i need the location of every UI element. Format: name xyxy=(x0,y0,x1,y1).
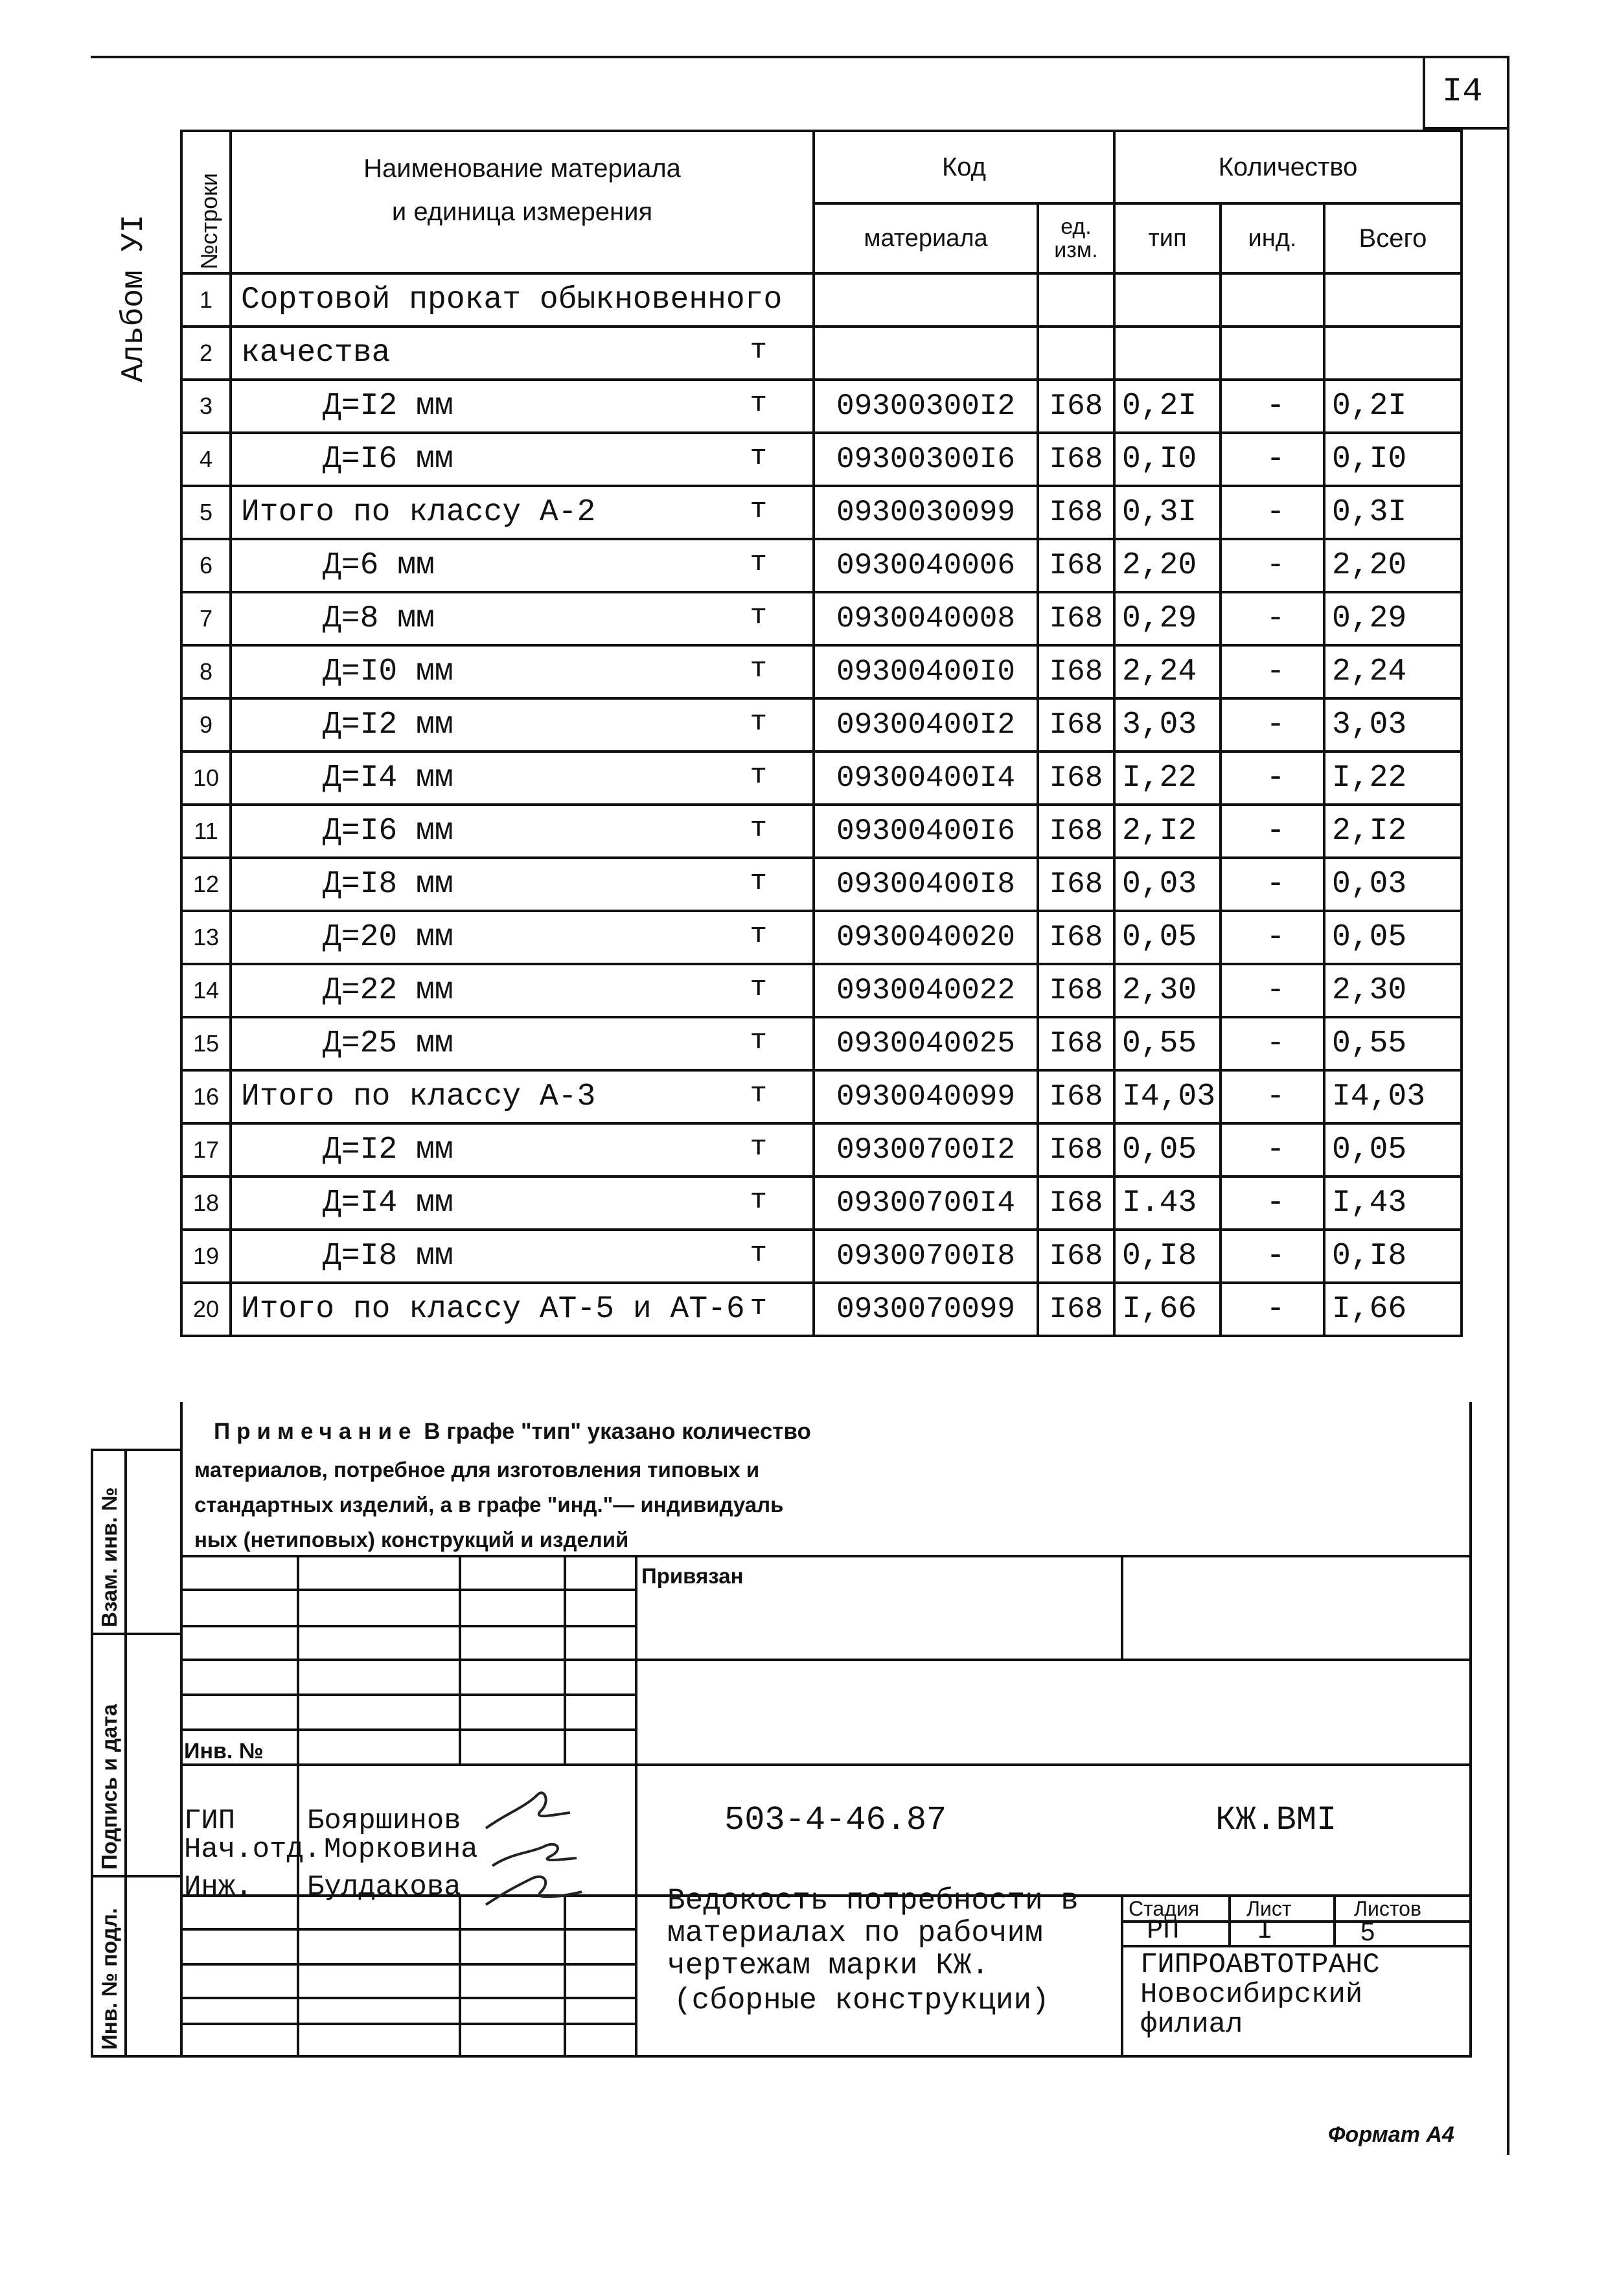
stamp-v-2a xyxy=(459,1555,461,1765)
row-material-code: 09300400I2 xyxy=(814,698,1038,752)
row-name-cell xyxy=(231,592,814,645)
stamp-nach-role: Нач.отд. xyxy=(184,1833,321,1866)
row-unit: т xyxy=(750,600,767,632)
row-qty-ind: - xyxy=(1221,433,1324,486)
row-unit-code: I68 xyxy=(1038,486,1114,539)
row-unit-code: I68 xyxy=(1038,752,1114,805)
row-unit: т xyxy=(750,972,767,1004)
row-unit-code: I68 xyxy=(1038,1123,1114,1177)
row-qty-total: 2,30 xyxy=(1324,964,1462,1017)
table-row xyxy=(181,1017,1462,1070)
header-name-cell xyxy=(231,131,814,273)
table-row xyxy=(181,805,1462,858)
table-row xyxy=(181,1123,1462,1177)
header-name-line2: и единица измерения xyxy=(391,198,653,226)
row-qty-type: 2,20 xyxy=(1114,539,1221,592)
row-material-code xyxy=(814,327,1038,380)
row-material-code: 09300700I4 xyxy=(814,1177,1038,1230)
stamp-h-7 xyxy=(180,1763,1472,1766)
side-strip-top xyxy=(91,1449,183,1451)
row-unit-code: I68 xyxy=(1038,1177,1114,1230)
row-unit: т xyxy=(750,1131,767,1164)
row-qty-type: 0,29 xyxy=(1114,592,1221,645)
stamp-v-3b xyxy=(564,1894,566,2056)
row-unit: т xyxy=(750,1078,767,1110)
row-qty-total: 2,I2 xyxy=(1324,805,1462,858)
row-qty-type: 2,30 xyxy=(1114,964,1221,1017)
header-row-no-cell xyxy=(181,131,231,273)
row-number: 13 xyxy=(181,911,231,964)
row-unit-code: I68 xyxy=(1038,805,1114,858)
header-code: Код xyxy=(814,131,1114,203)
row-number: 18 xyxy=(181,1177,231,1230)
header-qty: Количество xyxy=(1114,131,1462,203)
row-name: Д=I6 мм xyxy=(323,814,453,849)
row-material-code: 09300700I2 xyxy=(814,1123,1038,1177)
row-name: Д=I8 мм xyxy=(323,1239,453,1274)
row-material-code: 0930040022 xyxy=(814,964,1038,1017)
row-qty-type: 0,05 xyxy=(1114,1123,1221,1177)
stamp-nach-name: Морковина xyxy=(324,1833,478,1866)
table-row xyxy=(181,858,1462,911)
row-qty-total: 0,03 xyxy=(1324,858,1462,911)
row-unit: т xyxy=(750,812,767,845)
row-qty-type: 0,3I xyxy=(1114,486,1221,539)
row-qty-ind: - xyxy=(1221,964,1324,1017)
row-name-cell xyxy=(231,752,814,805)
row-number: 19 xyxy=(181,1230,231,1283)
stamp-h-9 xyxy=(180,1928,636,1931)
stamp-inv-no: Инв. № xyxy=(184,1739,264,1763)
header-code-unit: ед. изм. xyxy=(1038,203,1114,273)
row-name-cell xyxy=(231,1283,814,1336)
page-number: I4 xyxy=(1442,73,1483,111)
row-qty-ind: - xyxy=(1221,539,1324,592)
row-name-cell xyxy=(231,1177,814,1230)
row-unit-code: I68 xyxy=(1038,645,1114,698)
row-qty-total: 0,2I xyxy=(1324,380,1462,433)
table-row xyxy=(181,1177,1462,1230)
row-material-code: 0930040008 xyxy=(814,592,1038,645)
stamp-org-line2: Новосибирский xyxy=(1140,1979,1363,2011)
row-unit-code: I68 xyxy=(1038,858,1114,911)
row-name: Итого по классу А-2 xyxy=(241,495,596,530)
row-qty-total: 3,03 xyxy=(1324,698,1462,752)
stamp-v-7 xyxy=(1228,1894,1231,1946)
row-name: Д=20 мм xyxy=(323,920,453,955)
row-material-code: 09300400I4 xyxy=(814,752,1038,805)
row-name: Итого по классу АТ-5 и АТ-6 xyxy=(241,1292,745,1327)
row-qty-type: 2,24 xyxy=(1114,645,1221,698)
note-line3: стандартных изделий, а в графе "инд."— индивидуаль xyxy=(194,1493,784,1517)
row-name-cell xyxy=(231,858,814,911)
table-row xyxy=(181,380,1462,433)
stamp-inzh-role: Инж. xyxy=(184,1871,253,1903)
row-material-code: 0930040099 xyxy=(814,1070,1038,1123)
page-number-box-left xyxy=(1423,56,1425,127)
row-qty-ind: - xyxy=(1221,858,1324,911)
row-unit: т xyxy=(750,494,767,526)
row-name: Д=I6 мм xyxy=(323,442,453,477)
row-name-cell xyxy=(231,486,814,539)
stamp-h-5 xyxy=(180,1693,636,1696)
row-number: 4 xyxy=(181,433,231,486)
table-row xyxy=(181,752,1462,805)
row-name: Д=25 мм xyxy=(323,1026,453,1061)
row-unit: т xyxy=(750,866,767,898)
row-number: 8 xyxy=(181,645,231,698)
stamp-h-1 xyxy=(180,1555,1472,1557)
stamp-stage-label: Стадия xyxy=(1129,1897,1200,1920)
stamp-doc-number: 503-4-46.87 xyxy=(724,1801,947,1839)
row-number: 7 xyxy=(181,592,231,645)
stamp-v-1a xyxy=(297,1555,299,1765)
row-name: Д=I4 мм xyxy=(323,1186,453,1221)
row-qty-total: I,66 xyxy=(1324,1283,1462,1336)
row-name: Сортовой прокат обыкновенного xyxy=(241,282,783,317)
row-qty-type: I,66 xyxy=(1114,1283,1221,1336)
side-strip-divider-1 xyxy=(91,1633,183,1635)
row-material-code: 09300400I6 xyxy=(814,805,1038,858)
side-label-podpis: Подпись и дата xyxy=(97,1704,121,1870)
row-name-cell xyxy=(231,273,814,327)
row-unit-code: I68 xyxy=(1038,698,1114,752)
row-material-code: 0930070099 xyxy=(814,1283,1038,1336)
row-name-cell xyxy=(231,911,814,964)
row-name-cell xyxy=(231,433,814,486)
stamp-sheet-label: Лист xyxy=(1246,1897,1292,1920)
stamp-org-line1: ГИПРОАВТОТРАНС xyxy=(1140,1949,1380,1981)
row-unit-code: I68 xyxy=(1038,592,1114,645)
row-qty-total: 2,20 xyxy=(1324,539,1462,592)
row-qty-ind: - xyxy=(1221,911,1324,964)
row-number: 12 xyxy=(181,858,231,911)
row-name-cell xyxy=(231,964,814,1017)
row-number: 16 xyxy=(181,1070,231,1123)
row-qty-ind: - xyxy=(1221,698,1324,752)
row-name: Д=22 мм xyxy=(323,973,453,1008)
table-row xyxy=(181,433,1462,486)
row-qty-total: 0,29 xyxy=(1324,592,1462,645)
header-qty-ind: инд. xyxy=(1221,203,1324,273)
row-name-cell xyxy=(231,1230,814,1283)
table-row xyxy=(181,592,1462,645)
row-qty-type: I.43 xyxy=(1114,1177,1221,1230)
row-name: Д=I8 мм xyxy=(323,867,453,902)
row-unit: т xyxy=(750,547,767,579)
row-number: 14 xyxy=(181,964,231,1017)
row-unit: т xyxy=(750,653,767,685)
stamp-h-10 xyxy=(180,1963,636,1966)
row-unit-code: I68 xyxy=(1038,380,1114,433)
stamp-h-3 xyxy=(180,1625,636,1627)
row-qty-ind: - xyxy=(1221,1123,1324,1177)
row-name-cell xyxy=(231,698,814,752)
row-number: 3 xyxy=(181,380,231,433)
side-label-vzam: Взам. инв. № xyxy=(97,1487,121,1627)
row-unit-code: I68 xyxy=(1038,1070,1114,1123)
row-qty-type: 0,I8 xyxy=(1114,1230,1221,1283)
row-unit-code: I68 xyxy=(1038,1017,1114,1070)
row-number: 17 xyxy=(181,1123,231,1177)
row-unit: т xyxy=(750,334,767,367)
row-qty-type: 3,03 xyxy=(1114,698,1221,752)
note-title: Примечание xyxy=(214,1419,418,1444)
row-name-cell xyxy=(231,1070,814,1123)
row-name: Д=6 мм xyxy=(323,548,435,583)
row-unit-code: I68 xyxy=(1038,539,1114,592)
row-material-code: 0930040006 xyxy=(814,539,1038,592)
stamp-sheets-label: Листов xyxy=(1354,1897,1421,1920)
row-name-cell xyxy=(231,327,814,380)
stamp-right-line xyxy=(1469,1402,1472,2056)
stamp-v-5 xyxy=(1121,1555,1123,1660)
note-line1 xyxy=(214,1419,811,1445)
row-qty-total xyxy=(1324,273,1462,327)
stamp-sheets-value: 5 xyxy=(1360,1918,1375,1946)
table-row xyxy=(181,1230,1462,1283)
row-qty-total xyxy=(1324,327,1462,380)
frame-left-line xyxy=(91,1449,93,2058)
header-row-no: №строки xyxy=(196,172,222,270)
stamp-v-4 xyxy=(635,1555,637,2056)
row-qty-total: I4,03 xyxy=(1324,1070,1462,1123)
row-qty-ind: - xyxy=(1221,1017,1324,1070)
row-qty-type: 0,2I xyxy=(1114,380,1221,433)
frame-top-line xyxy=(91,56,1509,58)
stamp-v-1b xyxy=(297,1763,299,2055)
row-name: Д=I2 мм xyxy=(323,1132,453,1167)
row-qty-ind: - xyxy=(1221,805,1324,858)
row-unit-code: I68 xyxy=(1038,433,1114,486)
stamp-v-2b xyxy=(459,1894,461,2056)
row-qty-type: 2,I2 xyxy=(1114,805,1221,858)
row-name: Д=I2 мм xyxy=(323,707,453,742)
row-name-cell xyxy=(231,539,814,592)
row-name: Д=I4 мм xyxy=(323,761,453,796)
row-qty-total: I,22 xyxy=(1324,752,1462,805)
row-qty-total: 0,3I xyxy=(1324,486,1462,539)
row-name: качества xyxy=(241,336,391,371)
table-row xyxy=(181,1070,1462,1123)
row-qty-total: 0,I8 xyxy=(1324,1230,1462,1283)
stamp-title-line3: чертежам марки КЖ. xyxy=(667,1949,989,1982)
signatures-drawing xyxy=(479,1775,583,1918)
row-material-code xyxy=(814,273,1038,327)
row-number: 1 xyxy=(181,273,231,327)
row-qty-type: I4,03 xyxy=(1114,1070,1221,1123)
row-name-cell xyxy=(231,645,814,698)
side-strip-divider-2 xyxy=(91,1875,183,1877)
row-qty-ind: - xyxy=(1221,1070,1324,1123)
frame-bottom-line xyxy=(91,2055,1472,2058)
stamp-gip-role: ГИП xyxy=(184,1805,236,1837)
row-qty-total: 0,05 xyxy=(1324,911,1462,964)
row-qty-total: 0,I0 xyxy=(1324,433,1462,486)
row-qty-type: 0,03 xyxy=(1114,858,1221,911)
stamp-h-11 xyxy=(180,1997,636,1999)
row-qty-total: 0,55 xyxy=(1324,1017,1462,1070)
table-row xyxy=(181,327,1462,380)
row-material-code: 09300300I2 xyxy=(814,380,1038,433)
row-name: Д=I0 мм xyxy=(323,654,453,689)
stamp-stage-value: РП xyxy=(1147,1915,1180,1946)
stamp-v-8 xyxy=(1333,1894,1336,1946)
row-unit: т xyxy=(750,1291,767,1323)
album-label: Альбом УI xyxy=(117,214,152,382)
row-unit-code xyxy=(1038,327,1114,380)
side-strip-inner-line xyxy=(124,1449,127,2058)
row-qty-ind: - xyxy=(1221,486,1324,539)
stamp-title-line4: (сборные конструкции) xyxy=(674,1984,1050,2017)
materials-table xyxy=(180,130,1463,1337)
row-qty-ind: - xyxy=(1221,1177,1324,1230)
row-unit: т xyxy=(750,1237,767,1270)
row-qty-ind: - xyxy=(1221,645,1324,698)
row-material-code: 09300400I8 xyxy=(814,858,1038,911)
table-row xyxy=(181,964,1462,1017)
format-label: Формат А4 xyxy=(1328,2122,1454,2147)
row-qty-type: 0,I0 xyxy=(1114,433,1221,486)
row-number: 9 xyxy=(181,698,231,752)
row-name: Итого по классу А-3 xyxy=(241,1079,596,1114)
header-qty-type: тип xyxy=(1114,203,1221,273)
row-name-cell xyxy=(231,1123,814,1177)
row-number: 10 xyxy=(181,752,231,805)
row-name-cell xyxy=(231,805,814,858)
stamp-v-6 xyxy=(1121,1894,1123,2056)
row-qty-ind: - xyxy=(1221,592,1324,645)
stamp-inzh-name: Булдакова xyxy=(307,1871,461,1903)
row-qty-type: 0,55 xyxy=(1114,1017,1221,1070)
row-qty-ind: - xyxy=(1221,1283,1324,1336)
stamp-h-4 xyxy=(180,1659,1472,1661)
row-unit: т xyxy=(750,441,767,473)
row-number: 2 xyxy=(181,327,231,380)
stamp-title-line1: Ведокость потребности в xyxy=(667,1884,1079,1918)
row-qty-total: 0,05 xyxy=(1324,1123,1462,1177)
stamp-gip-name: Бояршинов xyxy=(307,1805,461,1837)
row-material-code: 09300400I0 xyxy=(814,645,1038,698)
note-line4: ных (нетиповых) конструкций и изделий xyxy=(194,1528,629,1552)
stamp-h-6 xyxy=(180,1728,636,1731)
row-unit: т xyxy=(750,1025,767,1057)
row-material-code: 09300300I6 xyxy=(814,433,1038,486)
row-qty-type xyxy=(1114,327,1221,380)
row-number: 6 xyxy=(181,539,231,592)
row-number: 20 xyxy=(181,1283,231,1336)
stamp-h-12 xyxy=(180,2023,636,2025)
header-qty-total: Всего xyxy=(1324,203,1462,273)
row-qty-ind xyxy=(1221,273,1324,327)
row-material-code: 09300700I8 xyxy=(814,1230,1038,1283)
header-name-line1: Наименование материала xyxy=(363,154,681,183)
row-unit-code: I68 xyxy=(1038,1283,1114,1336)
row-qty-ind: - xyxy=(1221,1230,1324,1283)
row-qty-type xyxy=(1114,273,1221,327)
table-row xyxy=(181,645,1462,698)
row-unit: т xyxy=(750,919,767,951)
row-unit: т xyxy=(750,1184,767,1217)
table-row xyxy=(181,911,1462,964)
row-material-code: 0930030099 xyxy=(814,486,1038,539)
note-text-1: В графе "тип" указано количество xyxy=(424,1419,811,1444)
stamp-h-2 xyxy=(180,1589,636,1591)
row-qty-type: 0,05 xyxy=(1114,911,1221,964)
row-number: 11 xyxy=(181,805,231,858)
header-code-material: материала xyxy=(814,203,1038,273)
row-number: 5 xyxy=(181,486,231,539)
side-label-inv-podl: Инв. № подл. xyxy=(97,1908,121,2050)
row-unit: т xyxy=(750,759,767,792)
row-qty-type: I,22 xyxy=(1114,752,1221,805)
table-row xyxy=(181,539,1462,592)
note-line2: материалов, потребное для изготовления типовых и xyxy=(194,1458,760,1482)
row-name: Д=I2 мм xyxy=(323,389,453,424)
table-row xyxy=(181,1283,1462,1336)
table-row xyxy=(181,486,1462,539)
row-qty-ind: - xyxy=(1221,380,1324,433)
row-name-cell xyxy=(231,380,814,433)
row-qty-ind: - xyxy=(1221,752,1324,805)
table-row xyxy=(181,273,1462,327)
row-unit-code: I68 xyxy=(1038,964,1114,1017)
row-material-code: 0930040025 xyxy=(814,1017,1038,1070)
row-material-code: 0930040020 xyxy=(814,911,1038,964)
frame-right-line xyxy=(1507,56,1509,2155)
stamp-mark: КЖ.ВМI xyxy=(1215,1801,1337,1839)
stamp-org-line3: филиал xyxy=(1140,2008,1243,2041)
stamp-privyazan: Привязан xyxy=(641,1564,744,1588)
row-unit-code xyxy=(1038,273,1114,327)
row-qty-ind xyxy=(1221,327,1324,380)
row-name: Д=8 мм xyxy=(323,601,435,636)
table-row xyxy=(181,698,1462,752)
row-number: 15 xyxy=(181,1017,231,1070)
row-qty-total: 2,24 xyxy=(1324,645,1462,698)
row-unit-code: I68 xyxy=(1038,911,1114,964)
stamp-v-3a xyxy=(564,1555,566,1765)
stamp-title-line2: материалах по рабочим xyxy=(667,1916,1043,1950)
row-unit: т xyxy=(750,706,767,739)
row-unit: т xyxy=(750,387,767,420)
stamp-sheet-value: I xyxy=(1257,1915,1274,1946)
row-unit-code: I68 xyxy=(1038,1230,1114,1283)
row-qty-total: I,43 xyxy=(1324,1177,1462,1230)
row-name-cell xyxy=(231,1017,814,1070)
